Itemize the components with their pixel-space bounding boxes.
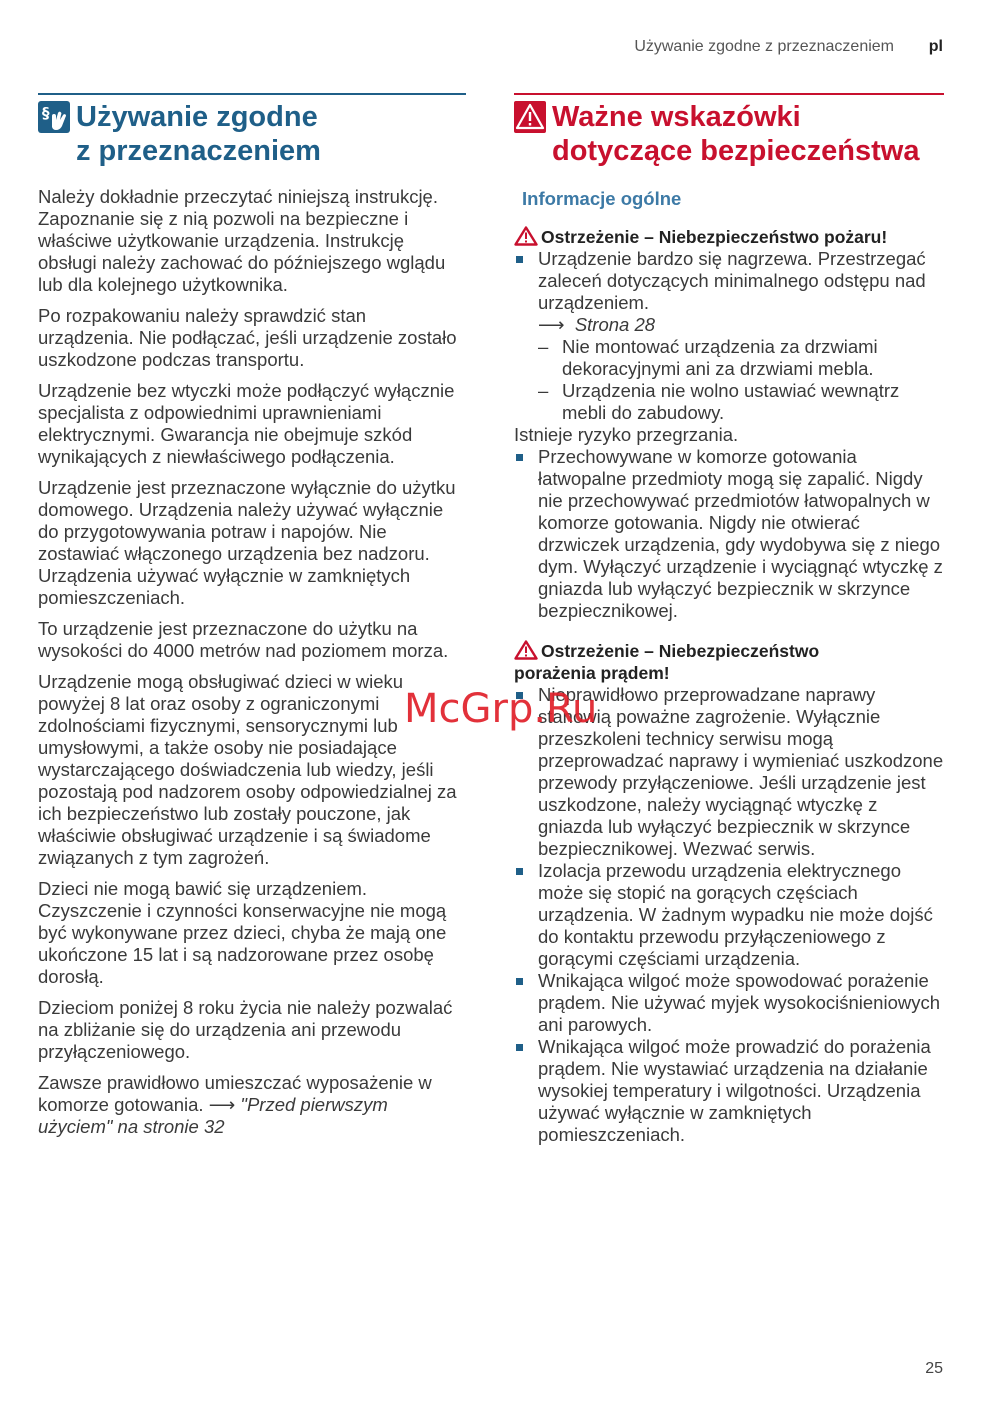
bullet-item <box>514 1036 944 1146</box>
bullet-marker <box>516 978 523 985</box>
plain-text: Istnieje ryzyko przegrzania. <box>514 424 739 445</box>
paragraph: Urządzenie jest przeznaczone wyłącznie do użytku domowego. Urządzenia należy używać wyłącznie do przygotowywania potraw i napojów. Nie zostawiać włączonego urządzenia bez nadzoru. Urządzenia używać wyłącznie w zamkniętych pomieszczeniach. <box>38 477 456 608</box>
bullet-text: Przechowywane w komorze gotowania łatwopalne przedmioty mogą się zapalić. Nigdy nie przechowywać przedmiotów łatwopalnych w komorze gotowania. Nigdy nie otwierać drzwiczek urządzenia, gdy wydobywa się z niego dym. Wyłączyć urządzenie i wyciągnąć wtyczkę z gniazda lub wyłączyć bezpiecznik w skrzynce bezpiecznikowej. <box>538 446 943 621</box>
watermark: McGrp.Ru <box>404 686 598 732</box>
dash-text: Nie montować urządzenia za drzwiami dekoracyjnymi ani za drzwiami mebla. <box>562 336 878 379</box>
header-language: pl <box>928 38 943 55</box>
right-section-title: Ważne wskazówki dotyczące bezpieczeństwa <box>552 101 920 167</box>
paragraph: Urządzenie mogą obsługiwać dzieci w wieku powyżej 8 lat oraz osoby z ograniczonymi zdolnościami fizycznymi, sensorycznymi lub umysłowymi, a także osoby nie posiadające wystarczającego doświadczenia lub wiedzy, jeśli pozostają pod nadzorem osoby odpowiedzialnej za ich bezpieczeństwo lub zostały pouczone, jak właściwie obsługiwać urządzenie i są świadome związanych z tym zagrożeń. <box>38 671 457 868</box>
bullet-text: Urządzenie bardzo się nagrzewa. Przestrzegać zaleceń dotyczących minimalnego odstępu nad urządzeniem. <box>538 248 926 313</box>
paragraph-with-reference <box>38 1072 466 1138</box>
left-section-title: Używanie zgodne z przeznaczeniem <box>76 101 321 167</box>
page-reference-link[interactable]: Strona 28 <box>574 314 656 335</box>
right-section-heading <box>514 93 944 168</box>
warning-triangle-icon <box>514 101 546 133</box>
paragraph: Dzieci nie mogą bawić się urządzeniem. Czyszczenie i czynności konserwacyjne nie mogą być wykonywane przez dzieci, chyba że mają one ukończone 15 lat i są nadzorowane przez osobę dorosłą. <box>38 878 447 987</box>
fire-warning-title <box>514 226 944 248</box>
bullet-marker <box>516 256 523 263</box>
left-section-heading <box>38 93 466 168</box>
reference-arrow: ⟶ <box>538 314 565 335</box>
dash-marker: – <box>538 336 549 357</box>
paragraph-text: Zawsze prawidłowo umieszczać wyposażenie w komorze gotowania. <box>38 1072 432 1115</box>
bullet-text: Wnikająca wilgoć może spowodować porażenie prądem. Nie używać myjek wysokociśnieniowych ani parowych. <box>538 970 941 1035</box>
bullet-text: Izolacja przewodu urządzenia elektrycznego może się stopić na gorących częściach urządzenia. W żadnym wypadku nie może dojść do kontaktu przewodu przyłączeniowego z gorącymi częściami urządzenia. <box>538 860 933 969</box>
left-column <box>38 93 466 1147</box>
page-reference-link[interactable]: "Przed pierwszym użyciem" na stronie 32 <box>38 1094 388 1137</box>
svg-text:§: § <box>42 104 50 122</box>
right-column <box>514 93 944 1146</box>
shock-warning-title <box>514 640 944 684</box>
header-section-title: Używanie zgodne z przeznaczeniem <box>634 38 894 55</box>
bullet-text: Wnikająca wilgoć może prowadzić do porażenia prądem. Nie wystawiać urządzenia na działanie wysokiej temperatury i wilgotności. Urządzenia używać wyłącznie w zamkniętych pomieszczeniach. <box>538 1036 931 1145</box>
reference-arrow: ⟶ <box>208 1094 236 1115</box>
page-number: 25 <box>925 1360 943 1377</box>
fire-warning-block <box>514 226 944 622</box>
fire-warning-title-text: Ostrzeżenie – Niebezpieczeństwo pożaru! <box>541 227 888 247</box>
bullet-text: Nieprawidłowo przeprowadzane naprawy stanowią poważne zagrożenie. Wyłącznie przeszkoleni technicy serwisu mogą przeprowadzać naprawy i wymieniać uszkodzone przewody przyłączeniowe. Jeśli urządzenie jest uszkodzone, należy wyciągnąć wtyczkę z gniazda lub wyłączyć bezpiecznik w skrzynce bezpiecznikowej. Wezwać serwis. <box>538 684 944 859</box>
bullet-item <box>514 970 944 1036</box>
bullet-marker <box>516 454 523 461</box>
warning-triangle-icon <box>514 226 538 246</box>
shock-warning-title-line1: Ostrzeżenie – Niebezpieczeństwo <box>541 641 820 661</box>
paragraph: Urządzenie bez wtyczki może podłączyć wyłącznie specjalista z odpowiednimi uprawnieniami elektrycznymi. Gwarancja nie obejmuje szkód wynikających z niewłaściwego podłączenia. <box>38 380 455 467</box>
subheading-general-info: Informacje ogólne <box>522 188 682 209</box>
paragraph-hand-icon <box>38 101 70 133</box>
bullet-item <box>514 248 944 314</box>
warning-triangle-icon <box>514 640 538 660</box>
page-reference <box>514 314 944 336</box>
left-body <box>38 186 466 1138</box>
dash-text: Urządzenia nie wolno ustawiać wewnątrz mebli do zabudowy. <box>562 380 900 423</box>
dash-item <box>514 380 944 424</box>
dash-item <box>514 336 944 380</box>
bullet-marker <box>516 1044 523 1051</box>
paragraph: Po rozpakowaniu należy sprawdzić stan urządzenia. Nie podłączać, jeśli urządzenie zostało uszkodzone podczas transportu. <box>38 305 457 370</box>
shock-warning-title-line2: porażenia prądem! <box>514 663 670 683</box>
bullet-item <box>514 446 944 622</box>
page-header <box>0 38 1000 62</box>
bullet-marker <box>516 868 523 875</box>
paragraph: Należy dokładnie przeczytać niniejszą instrukcję. Zapoznanie się z nią pozwoli na bezpieczne i właściwe użytkowanie urządzenia. Instrukcję obsługi należy zachować do późniejszego wglądu lub dla kolejnego użytkownika. <box>38 186 446 295</box>
dash-marker: – <box>538 380 549 401</box>
paragraph: To urządzenie jest przeznaczone do użytku na wysokości do 4000 metrów nad poziomem morza. <box>38 618 449 661</box>
bullet-item <box>514 860 944 970</box>
paragraph: Dzieciom poniżej 8 roku życia nie należy pozwalać na zbliżanie się do urządzenia ani przewodu przyłączeniowego. <box>38 997 453 1062</box>
